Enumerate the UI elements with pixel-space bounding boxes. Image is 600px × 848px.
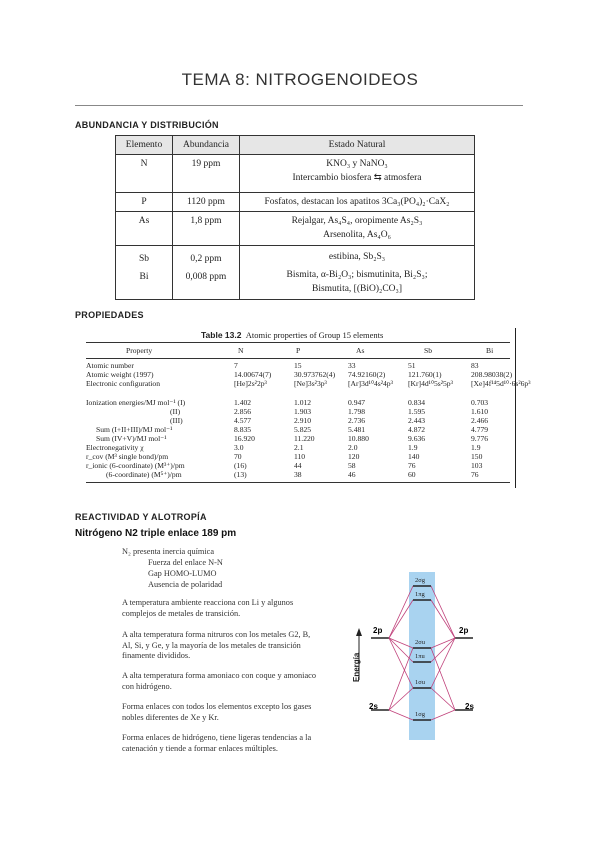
property-value: 76 xyxy=(408,461,416,470)
property-value: 3.0 xyxy=(234,443,244,452)
cell-state: estibina, Sb₂S₃ Bismita, α-Bi₂O₃; bismutinita, Bi₂S₃; Bismutita, [(BiO)₂CO₃] xyxy=(240,246,475,300)
property-value: 9.776 xyxy=(471,434,489,443)
property-name: (II) xyxy=(170,407,181,416)
table-row xyxy=(116,155,475,193)
cell-abundance: 1,8 ppm xyxy=(173,212,240,246)
paragraph: Forma enlaces de hidrógeno, tiene ligeras tendencias a la catenación y tiende a formar enlaces múltiples. xyxy=(122,733,312,753)
property-value: 46 xyxy=(348,470,356,479)
property-value: [Kr]4d¹⁰5s²5p³ xyxy=(408,379,453,388)
table-border xyxy=(515,328,516,488)
mo-diagram xyxy=(345,570,490,740)
property-value: 0.834 xyxy=(408,398,426,407)
property-value: 33 xyxy=(348,361,356,370)
property-value: 4.577 xyxy=(234,416,252,425)
energy-label: Energía xyxy=(352,652,361,682)
cell-state: KNO₃ y NaNO₃ Intercambio biosfera ⇆ atmosfera xyxy=(240,155,475,193)
list-item: Gap HOMO-LUMO xyxy=(148,569,217,578)
section-abundancia: ABUNDANCIA Y DISTRIBUCIÓN xyxy=(75,120,219,130)
mo-level-label: 2σg xyxy=(415,577,426,584)
mo-level-label: 1σg xyxy=(415,711,426,718)
cell-element: N xyxy=(116,155,173,193)
abundance-table xyxy=(115,135,475,300)
property-value: [Xe]4f¹⁴5d¹⁰·6s²6p³ xyxy=(471,379,531,388)
left-2p-label: 2p xyxy=(373,626,383,635)
nitrogen-heading: Nitrógeno N2 triple enlace 189 pm xyxy=(75,528,237,539)
properties-header-row: Property N P As Sb Bi xyxy=(126,346,494,355)
property-value: (13) xyxy=(234,470,247,479)
property-value: 10.880 xyxy=(348,434,369,443)
property-value: 2.736 xyxy=(348,416,366,425)
property-value: 103 xyxy=(471,461,483,470)
property-name: (III) xyxy=(170,416,183,425)
property-name: Atomic number xyxy=(86,361,134,370)
property-value: 1.9 xyxy=(408,443,418,452)
property-value: 5.481 xyxy=(348,425,366,434)
property-value: 1.595 xyxy=(408,407,426,416)
property-value: 110 xyxy=(294,452,306,461)
property-value: 38 xyxy=(294,470,302,479)
table-row xyxy=(86,452,510,461)
property-value: 1.9 xyxy=(471,443,481,452)
property-value: 1.610 xyxy=(471,407,489,416)
property-value: [Ar]3d¹⁰4s²4p³ xyxy=(348,379,393,388)
property-value: 15 xyxy=(294,361,302,370)
property-value: 5.825 xyxy=(294,425,312,434)
property-value: 16.920 xyxy=(234,434,255,443)
table-row xyxy=(86,425,510,434)
property-value: 2.1 xyxy=(294,443,304,452)
property-name: r_ionic (6-coordinate) (M³⁺)/pm xyxy=(86,461,185,470)
property-value: 1.012 xyxy=(294,398,312,407)
property-value: 121.760(1) xyxy=(408,370,442,379)
table-row xyxy=(116,212,475,246)
property-value: 11.220 xyxy=(294,434,315,443)
paragraph: A temperatura ambiente reacciona con Li y algunos complejos de metales de transición. xyxy=(122,598,294,618)
table-row xyxy=(86,361,510,370)
title-divider xyxy=(75,105,523,106)
property-value: 2.466 xyxy=(471,416,489,425)
table-row xyxy=(86,434,510,443)
paragraph: A alta temperatura forma nitruros con los metales G2, B, Al, Si, y Ge, y la mayoría de los metales de transición finamente divididos. xyxy=(122,630,311,660)
table-row xyxy=(86,416,510,425)
section-reactividad: REACTIVIDAD Y ALOTROPÍA xyxy=(75,512,207,522)
mo-level-label: 1πu xyxy=(415,653,425,660)
property-value: 60 xyxy=(408,470,416,479)
table-row xyxy=(86,379,531,388)
property-value: 2.443 xyxy=(408,416,426,425)
property-name: Atomic weight (1997) xyxy=(86,370,154,379)
nitrogen-intro: N₂ presenta inercia química xyxy=(122,547,215,556)
cell-element: Sb Bi xyxy=(116,246,173,300)
property-value: 4.779 xyxy=(471,425,489,434)
property-value: 1.798 xyxy=(348,407,366,416)
property-value: 0.947 xyxy=(348,398,366,407)
right-2p-label: 2p xyxy=(459,626,469,635)
page-title: TEMA 8: NITROGENOIDEOS xyxy=(181,70,419,89)
table-row xyxy=(86,443,510,452)
property-name: Sum (IV+V)/MJ mol⁻¹ xyxy=(96,434,167,443)
table-row xyxy=(86,407,510,416)
property-value: (16) xyxy=(234,461,247,470)
list-item: Fuerza del enlace N-N xyxy=(148,558,223,567)
properties-caption: Table 13.2 Atomic properties of Group 15 elements xyxy=(201,330,384,340)
cell-element: P xyxy=(116,193,173,212)
property-value: 2.910 xyxy=(294,416,312,425)
cell-abundance: 19 ppm xyxy=(173,155,240,193)
property-value: 1.903 xyxy=(294,407,312,416)
property-value: [Ne]3s²3p³ xyxy=(294,379,327,388)
table-row xyxy=(116,193,475,212)
paragraph: A alta temperatura forma amoniaco con coque y amoniaco con hidrógeno. xyxy=(122,671,316,691)
property-value: 58 xyxy=(348,461,356,470)
property-name: Ionization energies/MJ mol⁻¹ (I) xyxy=(86,398,186,407)
property-value: 150 xyxy=(471,452,483,461)
property-value: 2.856 xyxy=(234,407,252,416)
property-value: 120 xyxy=(348,452,360,461)
header-abundancia: Abundancia xyxy=(173,136,240,155)
mo-level-label: 2σu xyxy=(415,639,426,646)
property-value: 44 xyxy=(294,461,302,470)
property-name: Electronic configuration xyxy=(86,379,161,388)
left-2s-label: 2s xyxy=(369,702,378,711)
cell-abundance: 0,2 ppm 0,008 ppm xyxy=(173,246,240,300)
property-value: 8.835 xyxy=(234,425,252,434)
property-value: 9.636 xyxy=(408,434,426,443)
property-name: Sum (I+II+III)/MJ mol⁻¹ xyxy=(96,425,173,434)
property-value: 74.92160(2) xyxy=(348,370,386,379)
property-value: [He]2s²2p³ xyxy=(234,379,267,388)
property-value: 2.0 xyxy=(348,443,358,452)
property-value: 140 xyxy=(408,452,420,461)
property-value: 70 xyxy=(234,452,242,461)
table-row xyxy=(86,398,510,407)
table-row xyxy=(86,370,513,379)
table-row xyxy=(116,246,475,300)
table-row xyxy=(86,470,510,479)
cell-element: As xyxy=(116,212,173,246)
property-name: Electronegativity χ xyxy=(86,443,144,452)
cell-state: Rejalgar, As₄S₄, oropimente As₂S₃ Arsenolita, As₄O₆ xyxy=(240,212,475,246)
cell-abundance: 1120 ppm xyxy=(173,193,240,212)
table-row xyxy=(86,461,510,470)
property-value: 0.703 xyxy=(471,398,489,407)
header-estado: Estado Natural xyxy=(240,136,475,155)
mo-level-label: 1σu xyxy=(415,679,426,686)
property-value: 4.872 xyxy=(408,425,426,434)
property-name: (6-coordinate) (M⁵⁺)/pm xyxy=(106,470,182,479)
properties-table xyxy=(86,328,531,488)
property-value: 7 xyxy=(234,361,238,370)
mo-level-label: 1πg xyxy=(415,591,425,598)
property-value: 1.402 xyxy=(234,398,252,407)
property-value: 208.98038(2) xyxy=(471,370,513,379)
property-value: 51 xyxy=(408,361,416,370)
right-2s-label: 2s xyxy=(465,702,474,711)
list-item: Ausencia de polaridad xyxy=(148,580,223,589)
header-elemento: Elemento xyxy=(116,136,173,155)
cell-state: Fosfatos, destacan los apatitos 3Ca₃(PO₄)₂·CaX₂ xyxy=(240,193,475,212)
property-value: 83 xyxy=(471,361,479,370)
paragraph: Forma enlaces con todos los elementos excepto los gases nobles diferentes de Xe y Kr. xyxy=(122,702,312,722)
arrow-up-icon xyxy=(356,628,362,636)
section-propiedades: PROPIEDADES xyxy=(75,310,144,320)
property-name: r_cov (M³ single bond)/pm xyxy=(86,452,169,461)
property-value: 30.973762(4) xyxy=(294,370,336,379)
property-value: 76 xyxy=(471,470,479,479)
property-value: 14.00674(7) xyxy=(234,370,272,379)
